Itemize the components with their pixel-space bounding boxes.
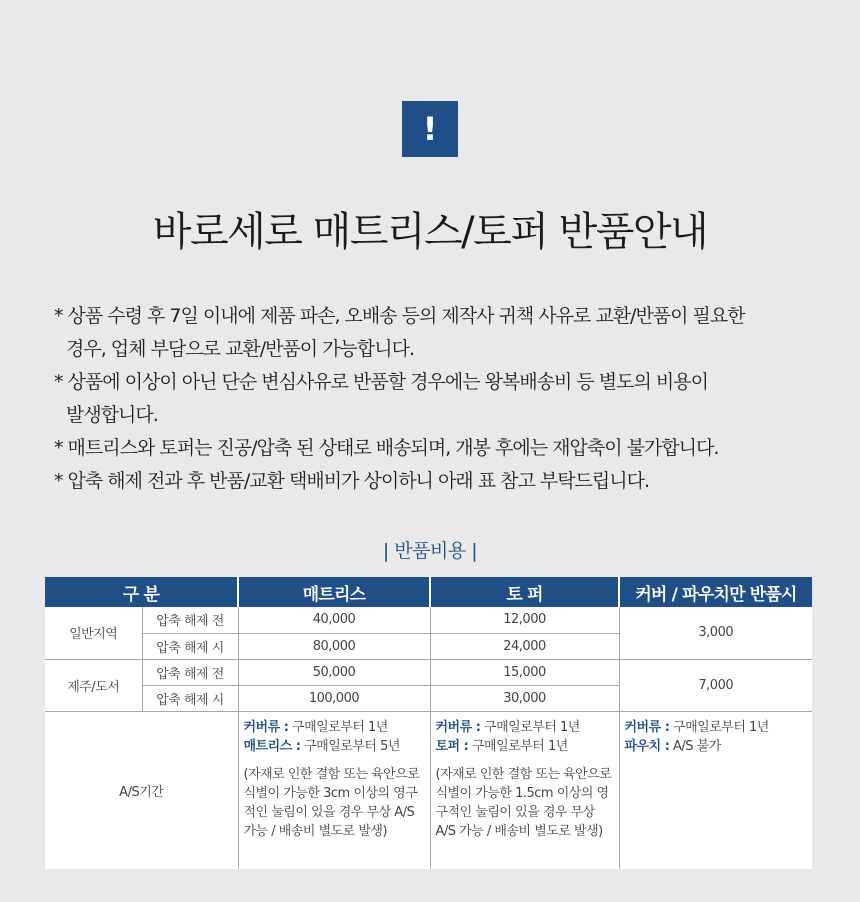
- notice-item: * 압축 해제 전과 후 반품/교환 택배비가 상이하니 아래 표 참고 부탁드립니다.: [54, 470, 649, 492]
- topper-fee-cell: 15,000: [430, 659, 619, 685]
- as-main-label: 파우치 :: [624, 738, 670, 754]
- notice-item: * 상품에 이상이 아닌 단순 변심사유로 반품할 경우에는 왕복배송비 등 별도의 비용이: [54, 371, 708, 393]
- status-cell: 압축 해제 시: [142, 633, 238, 659]
- notice-item: * 매트리스와 토퍼는 진공/압축 된 상태로 배송되며, 개봉 후에는 재압축이 불가합니다.: [54, 437, 719, 459]
- region-cell: 제주/도서: [45, 659, 142, 711]
- header-category: 구 분: [45, 577, 238, 607]
- exclamation-icon: !: [402, 101, 458, 157]
- return-cost-heading: | 반품비용 |: [382, 540, 478, 562]
- header-topper: 토 퍼: [430, 577, 619, 607]
- return-cost-table: [45, 577, 812, 869]
- topper-fee-cell: 12,000: [430, 607, 619, 633]
- notice-item: * 상품 수령 후 7일 이내에 제품 파손, 오배송 등의 제작사 귀책 사유로 교환/반품이 필요한: [54, 305, 745, 327]
- mattress-fee-cell: 40,000: [238, 607, 430, 633]
- mattress-fee-cell: 80,000: [238, 633, 430, 659]
- table-header-row: [45, 577, 812, 607]
- notice-list: [54, 300, 814, 498]
- as-cover-value: 구매일로부터 1년: [288, 719, 388, 735]
- notice-item-continuation: 경우, 업체 부담으로 교환/반품이 가능합니다.: [66, 338, 415, 360]
- as-main-value: A/S 불가: [669, 738, 721, 754]
- header-mattress: 매트리스: [238, 577, 430, 607]
- as-main-value: 구매일로부터 1년: [468, 738, 568, 754]
- topper-fee-cell: 24,000: [430, 633, 619, 659]
- mattress-fee-cell: 100,000: [238, 685, 430, 711]
- table-row: [45, 607, 812, 633]
- as-cover-value: 구매일로부터 1년: [669, 719, 769, 735]
- as-main-line: [436, 737, 615, 756]
- as-main-line: [244, 737, 426, 756]
- as-main-line: [625, 737, 809, 756]
- as-cover-line: [244, 718, 426, 737]
- cover-fee-cell: 7,000: [619, 659, 812, 711]
- mattress-fee-cell: 50,000: [238, 659, 430, 685]
- as-cover-line: [625, 718, 809, 737]
- as-cover-line: [436, 718, 615, 737]
- status-cell: 압축 해제 시: [142, 685, 238, 711]
- status-cell: 압축 해제 전: [142, 659, 238, 685]
- header-cover: 커버 / 파우치만 반품시: [619, 577, 812, 607]
- as-note: (자재로 인한 결함 또는 육안으로 식별이 가능한 1.5cm 이상의 영구적인 눌림이 있을 경우 무상 A/S 가능 / 배송비 별도로 발생): [435, 766, 612, 839]
- region-cell: 일반지역: [45, 607, 142, 659]
- as-main-label: 토퍼 :: [435, 738, 469, 754]
- page-title: 바로세로 매트리스/토퍼 반품안내: [152, 209, 708, 255]
- as-mattress-cell: [238, 711, 430, 869]
- status-cell: 압축 해제 전: [142, 607, 238, 633]
- as-main-value: 구매일로부터 5년: [300, 738, 400, 754]
- as-cover-label: 커버류 :: [243, 719, 289, 735]
- cover-fee-cell: 3,000: [619, 607, 812, 659]
- as-cover-label: 커버류 :: [624, 719, 670, 735]
- as-cover-label: 커버류 :: [435, 719, 481, 735]
- as-cover-value: 구매일로부터 1년: [480, 719, 580, 735]
- notice-item-continuation: 발생합니다.: [66, 404, 158, 426]
- as-note: (자재로 인한 결함 또는 육안으로 식별이 가능한 3cm 이상의 영구적인 눌림이 있을 경우 무상 A/S 가능 / 배송비 별도로 발생): [243, 766, 420, 839]
- as-main-label: 매트리스 :: [243, 738, 301, 754]
- as-cover-cell: [619, 711, 812, 869]
- as-period-row: [45, 711, 812, 869]
- table-row: [45, 659, 812, 685]
- as-topper-cell: [430, 711, 619, 869]
- topper-fee-cell: 30,000: [430, 685, 619, 711]
- as-period-label: A/S기간: [45, 711, 238, 869]
